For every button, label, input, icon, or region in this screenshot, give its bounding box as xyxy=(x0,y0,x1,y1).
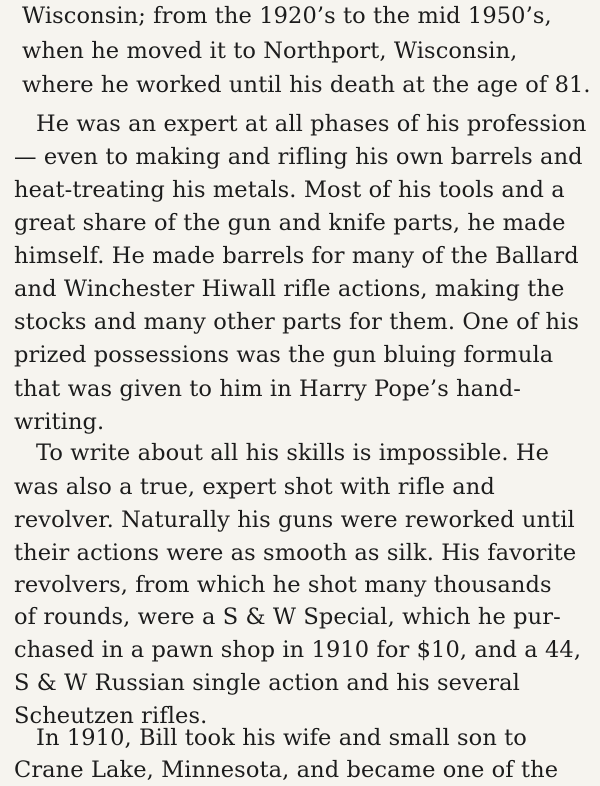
text-line: S & W Russian single action and his several xyxy=(14,670,520,696)
text-line: chased in a pawn shop in 1910 for $10, and a 44, xyxy=(14,637,582,663)
text-line: heat-treating his metals. Most of his tools and a xyxy=(14,177,565,203)
text-line: In 1910, Bill took his wife and small son to xyxy=(36,725,527,751)
text-line: — even to making and rifling his own barrels and xyxy=(14,144,583,170)
text-line: himself. He made barrels for many of the Ballard xyxy=(14,243,579,269)
text-line: great share of the gun and knife parts, he made xyxy=(14,210,566,236)
text-line: Wisconsin; from the 1920’s to the mid 1950’s, xyxy=(22,3,552,29)
text-line: that was given to him in Harry Pope’s hand- xyxy=(14,376,521,402)
text-line: Crane Lake, Minnesota, and became one of the xyxy=(14,757,559,783)
text-line: To write about all his skills is impossible. He xyxy=(36,440,550,466)
text-line: of rounds, were a S & W Special, which he pur- xyxy=(14,604,561,630)
text-line: where he worked until his death at the age of 81. xyxy=(22,72,591,98)
text-line: revolver. Naturally his guns were reworked until xyxy=(14,507,575,533)
text-line: Scheutzen rifles. xyxy=(14,703,208,729)
text-line: writing. xyxy=(14,409,105,435)
text-line: was also a true, expert shot with rifle and xyxy=(14,474,495,500)
text-line: when he moved it to Northport, Wisconsin, xyxy=(22,38,518,64)
text-line: stocks and many other parts for them. One of his xyxy=(14,309,579,335)
text-line: and Winchester Hiwall rifle actions, making the xyxy=(14,276,565,302)
text-line: prized possessions was the gun bluing formula xyxy=(14,342,554,368)
text-line: He was an expert at all phases of his profession xyxy=(36,111,587,137)
text-line: revolvers, from which he shot many thousands xyxy=(14,572,552,598)
text-line: their actions were as smooth as silk. His favorite xyxy=(14,540,577,566)
